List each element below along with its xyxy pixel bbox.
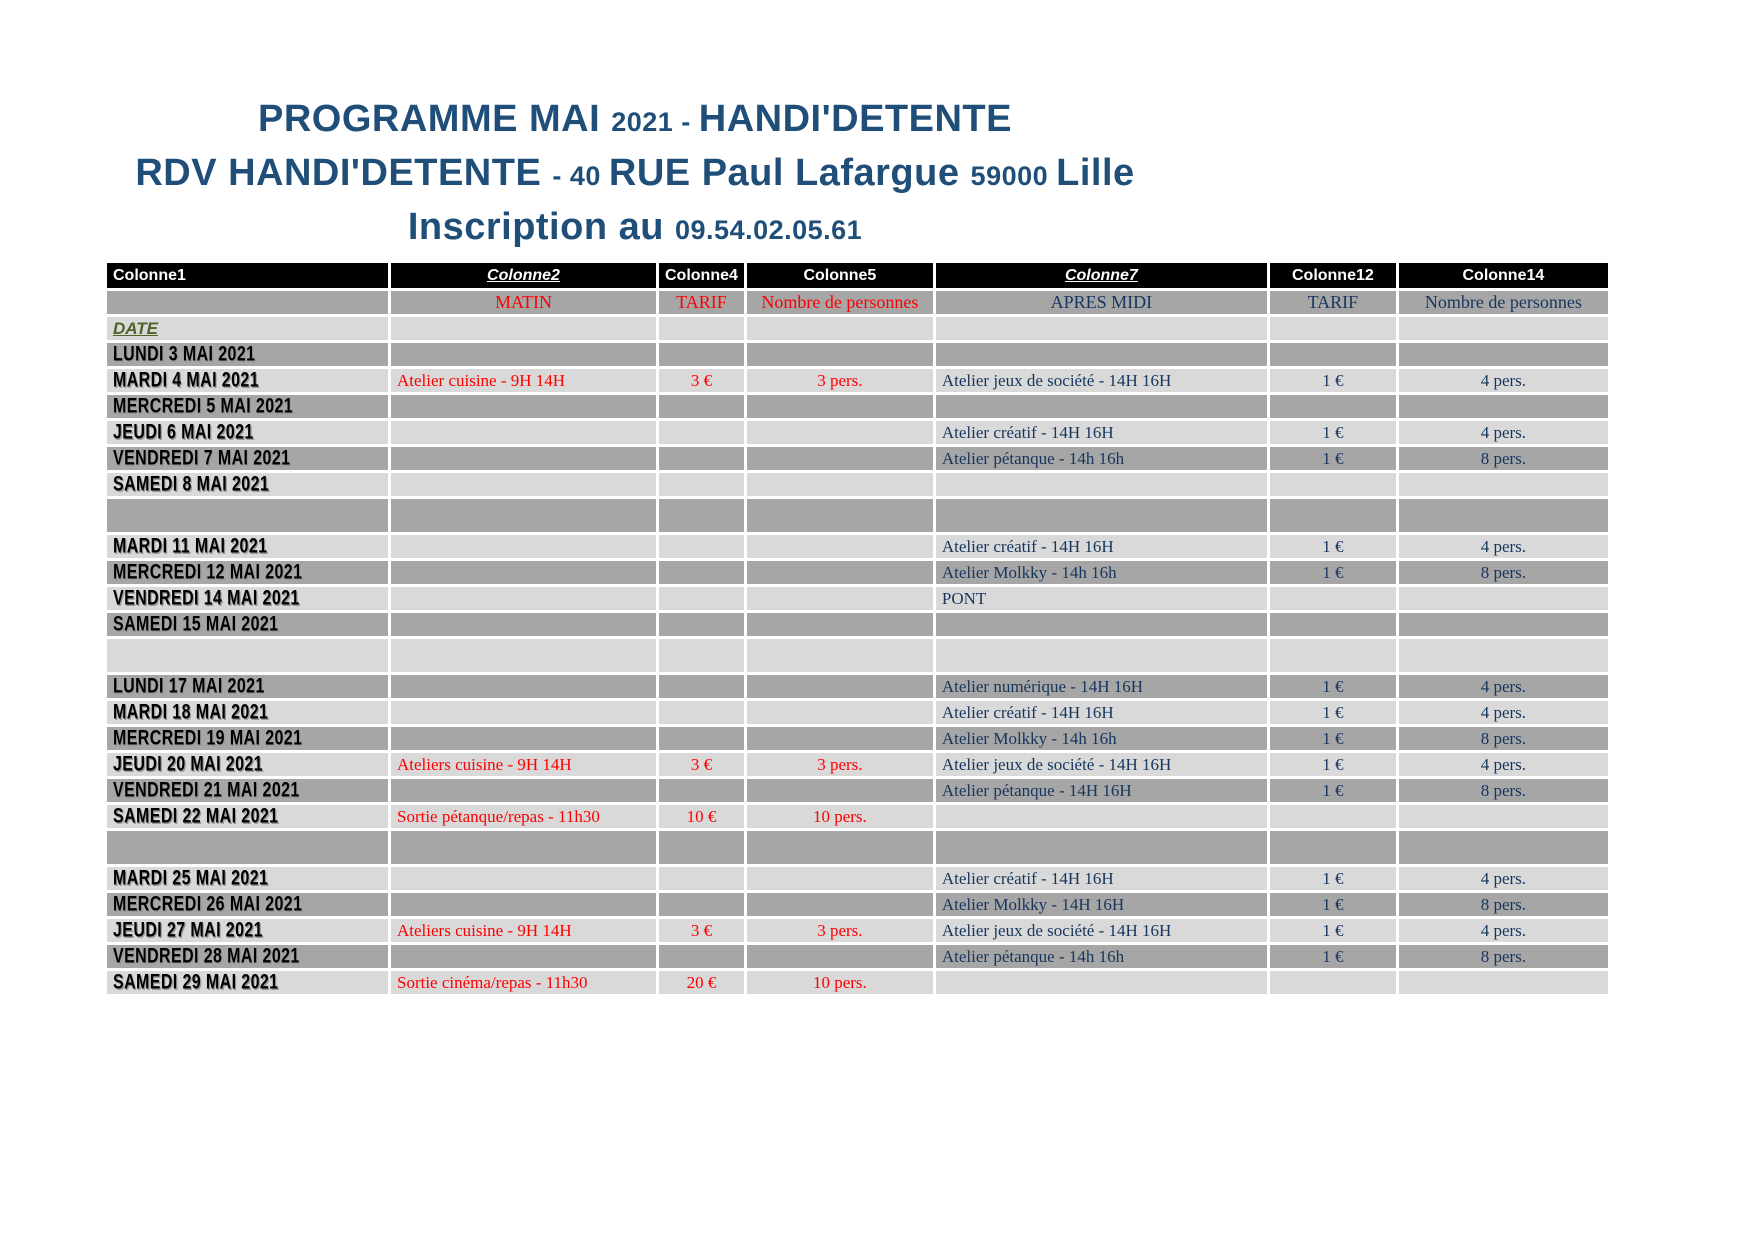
date-value: SAMEDI 15 MAI 2021 xyxy=(113,613,279,636)
cell-tarif_am xyxy=(659,727,744,750)
cell-tarif_pm xyxy=(1270,639,1396,672)
cell-tarif_pm xyxy=(1270,317,1396,340)
cell-date xyxy=(107,919,388,942)
cell-pers_am xyxy=(747,343,933,366)
cell-pers_pm xyxy=(1399,805,1608,828)
cell-pers_pm xyxy=(1399,831,1608,864)
spacer-row xyxy=(107,639,1608,672)
cell-pers_am xyxy=(747,561,933,584)
subheader-row xyxy=(107,291,1608,314)
date-value: JEUDI 20 MAI 2021 xyxy=(113,753,263,776)
cell-pm: Atelier jeux de société - 14H 16H xyxy=(936,753,1267,776)
cell-pers_am xyxy=(747,499,933,532)
cell-matin: Atelier cuisine - 9H 14H xyxy=(391,369,656,392)
table-row xyxy=(107,343,1608,366)
cell-matin xyxy=(391,395,656,418)
cell-pers_pm: 4 pers. xyxy=(1399,675,1608,698)
cell-tarif_am: 10 € xyxy=(659,805,744,828)
column-header-colonne5 xyxy=(747,263,933,288)
table-row xyxy=(107,447,1608,470)
cell-matin: Sortie cinéma/repas - 11h30 xyxy=(391,971,656,994)
cell-pers_am xyxy=(747,395,933,418)
cell-tarif_am xyxy=(659,535,744,558)
cell-pers_am xyxy=(747,535,933,558)
cell-pm: PONT xyxy=(936,587,1267,610)
cell-pm xyxy=(936,473,1267,496)
cell-tarif_pm: 1 € xyxy=(1270,727,1396,750)
column-header-colonne12 xyxy=(1270,263,1396,288)
cell-pm xyxy=(936,317,1267,340)
cell-tarif_am: 3 € xyxy=(659,369,744,392)
cell-pm: Atelier créatif - 14H 16H xyxy=(936,421,1267,444)
cell-date xyxy=(107,613,388,636)
column-header-colonne4 xyxy=(659,263,744,288)
cell-tarif_am xyxy=(659,867,744,890)
cell-matin xyxy=(391,473,656,496)
cell-tarif_pm: 1 € xyxy=(1270,701,1396,724)
cell-tarif_pm: 1 € xyxy=(1270,369,1396,392)
table-row xyxy=(107,535,1608,558)
cell-pers_am xyxy=(747,587,933,610)
cell-matin xyxy=(391,613,656,636)
subheader-apres-midi: APRES MIDI xyxy=(936,291,1267,314)
title-segment: Inscription au xyxy=(407,206,676,248)
title-block xyxy=(95,96,1175,258)
cell-date xyxy=(107,701,388,724)
date-value: SAMEDI 29 MAI 2021 xyxy=(113,971,279,994)
cell-date xyxy=(107,639,388,672)
column-header-label: Colonne2 xyxy=(487,266,560,284)
date-value: MERCREDI 26 MAI 2021 xyxy=(113,893,303,916)
cell-tarif_pm: 1 € xyxy=(1270,535,1396,558)
cell-pm xyxy=(936,639,1267,672)
cell-tarif_am xyxy=(659,945,744,968)
cell-date xyxy=(107,447,388,470)
cell-pers_pm: 4 pers. xyxy=(1399,369,1608,392)
cell-tarif_pm: 1 € xyxy=(1270,779,1396,802)
cell-tarif_pm: 1 € xyxy=(1270,919,1396,942)
cell-date xyxy=(107,499,388,532)
cell-pers_pm xyxy=(1399,473,1608,496)
cell-pm: Atelier pétanque - 14h 16h xyxy=(936,447,1267,470)
table-row xyxy=(107,805,1608,828)
cell-pers_am xyxy=(747,945,933,968)
cell-matin xyxy=(391,317,656,340)
title-segment: 2021 - xyxy=(611,107,699,137)
cell-matin xyxy=(391,561,656,584)
cell-matin xyxy=(391,701,656,724)
cell-pm xyxy=(936,805,1267,828)
cell-tarif_pm: 1 € xyxy=(1270,945,1396,968)
cell-tarif_am xyxy=(659,421,744,444)
subheader-matin: MATIN xyxy=(391,291,656,314)
cell-pm: Atelier numérique - 14H 16H xyxy=(936,675,1267,698)
date-value: LUNDI 3 MAI 2021 xyxy=(113,343,256,366)
table-row xyxy=(107,753,1608,776)
cell-tarif_pm: 1 € xyxy=(1270,561,1396,584)
date-value: MERCREDI 5 MAI 2021 xyxy=(113,395,294,418)
column-header-label: Colonne14 xyxy=(1462,266,1545,284)
cell-date xyxy=(107,945,388,968)
table-row xyxy=(107,317,1608,340)
subheader-tarif-apres-midi: TARIF xyxy=(1270,291,1396,314)
cell-date xyxy=(107,893,388,916)
cell-tarif_am xyxy=(659,343,744,366)
cell-matin xyxy=(391,421,656,444)
cell-tarif_am xyxy=(659,395,744,418)
spacer-row xyxy=(107,831,1608,864)
table-row xyxy=(107,473,1608,496)
subheader-personnes-apres-midi: Nombre de personnes xyxy=(1399,291,1608,314)
cell-pm: Atelier créatif - 14H 16H xyxy=(936,535,1267,558)
cell-tarif_am xyxy=(659,447,744,470)
cell-date xyxy=(107,317,388,340)
table-row xyxy=(107,613,1608,636)
cell-tarif_am xyxy=(659,639,744,672)
date-value: SAMEDI 22 MAI 2021 xyxy=(113,805,279,828)
cell-pers_pm: 8 pers. xyxy=(1399,893,1608,916)
cell-matin xyxy=(391,727,656,750)
column-header-colonne2 xyxy=(391,263,656,288)
cell-pers_pm xyxy=(1399,587,1608,610)
cell-tarif_am xyxy=(659,831,744,864)
subheader-empty-cell xyxy=(107,291,388,314)
cell-matin: Sortie pétanque/repas - 11h30 xyxy=(391,805,656,828)
cell-pers_am xyxy=(747,639,933,672)
cell-pers_am: 10 pers. xyxy=(747,971,933,994)
table-row xyxy=(107,587,1608,610)
cell-pers_am xyxy=(747,613,933,636)
table-row xyxy=(107,779,1608,802)
cell-pm: Atelier créatif - 14H 16H xyxy=(936,701,1267,724)
cell-pers_pm: 8 pers. xyxy=(1399,727,1608,750)
cell-pers_pm: 8 pers. xyxy=(1399,561,1608,584)
cell-tarif_am xyxy=(659,613,744,636)
cell-matin xyxy=(391,945,656,968)
subheader-personnes-matin: Nombre de personnes xyxy=(747,291,933,314)
spacer-row xyxy=(107,499,1608,532)
cell-date xyxy=(107,395,388,418)
cell-pers_am xyxy=(747,317,933,340)
cell-matin xyxy=(391,893,656,916)
column-header-label: Colonne5 xyxy=(803,266,877,284)
table-row xyxy=(107,727,1608,750)
title-segment: - 40 xyxy=(552,161,609,191)
title-line-1 xyxy=(95,96,1175,150)
cell-tarif_am xyxy=(659,317,744,340)
cell-pers_pm: 4 pers. xyxy=(1399,753,1608,776)
cell-date xyxy=(107,535,388,558)
cell-tarif_am xyxy=(659,893,744,916)
table-row xyxy=(107,395,1608,418)
cell-pm xyxy=(936,499,1267,532)
cell-tarif_am xyxy=(659,499,744,532)
cell-matin xyxy=(391,639,656,672)
table-row xyxy=(107,701,1608,724)
table-body xyxy=(107,317,1608,994)
cell-pers_pm: 8 pers. xyxy=(1399,447,1608,470)
cell-date xyxy=(107,805,388,828)
cell-matin xyxy=(391,535,656,558)
cell-tarif_am: 3 € xyxy=(659,753,744,776)
cell-pm: Atelier pétanque - 14h 16h xyxy=(936,945,1267,968)
date-value: JEUDI 6 MAI 2021 xyxy=(113,421,254,444)
cell-matin xyxy=(391,447,656,470)
column-header-colonne7 xyxy=(936,263,1267,288)
cell-pm xyxy=(936,613,1267,636)
cell-pm xyxy=(936,971,1267,994)
cell-pm xyxy=(936,395,1267,418)
cell-tarif_pm xyxy=(1270,831,1396,864)
cell-tarif_pm: 1 € xyxy=(1270,867,1396,890)
cell-matin: Ateliers cuisine - 9H 14H xyxy=(391,919,656,942)
column-header-label: Colonne1 xyxy=(113,266,186,284)
date-value: MARDI 18 MAI 2021 xyxy=(113,701,269,724)
cell-pm xyxy=(936,343,1267,366)
cell-pers_am xyxy=(747,701,933,724)
cell-tarif_pm: 1 € xyxy=(1270,753,1396,776)
cell-matin xyxy=(391,343,656,366)
cell-pm: Atelier pétanque - 14H 16H xyxy=(936,779,1267,802)
cell-pers_am xyxy=(747,675,933,698)
cell-pers_am xyxy=(747,867,933,890)
cell-matin xyxy=(391,499,656,532)
cell-pm: Atelier créatif - 14H 16H xyxy=(936,867,1267,890)
table-row xyxy=(107,421,1608,444)
date-value: VENDREDI 7 MAI 2021 xyxy=(113,447,291,470)
cell-matin xyxy=(391,587,656,610)
date-value: MARDI 4 MAI 2021 xyxy=(113,369,259,392)
cell-pers_pm xyxy=(1399,395,1608,418)
cell-matin xyxy=(391,779,656,802)
cell-pers_am xyxy=(747,893,933,916)
cell-pers_pm: 4 pers. xyxy=(1399,867,1608,890)
cell-tarif_pm: 1 € xyxy=(1270,893,1396,916)
column-header-label: Colonne12 xyxy=(1291,266,1374,284)
cell-tarif_pm xyxy=(1270,343,1396,366)
cell-tarif_am xyxy=(659,561,744,584)
date-value: SAMEDI 8 MAI 2021 xyxy=(113,473,270,496)
cell-matin: Ateliers cuisine - 9H 14H xyxy=(391,753,656,776)
cell-tarif_am xyxy=(659,473,744,496)
cell-tarif_pm: 1 € xyxy=(1270,675,1396,698)
column-header-label: Colonne4 xyxy=(665,266,738,284)
cell-pers_pm xyxy=(1399,499,1608,532)
title-line-2 xyxy=(95,150,1175,204)
cell-pers_pm: 8 pers. xyxy=(1399,779,1608,802)
cell-date xyxy=(107,971,388,994)
cell-pm: Atelier Molkky - 14h 16h xyxy=(936,727,1267,750)
cell-tarif_am: 20 € xyxy=(659,971,744,994)
cell-pm xyxy=(936,831,1267,864)
cell-tarif_pm xyxy=(1270,971,1396,994)
cell-date xyxy=(107,369,388,392)
cell-pers_pm: 8 pers. xyxy=(1399,945,1608,968)
cell-date xyxy=(107,867,388,890)
cell-date xyxy=(107,779,388,802)
table-row xyxy=(107,675,1608,698)
table-row xyxy=(107,867,1608,890)
cell-pers_pm: 4 pers. xyxy=(1399,701,1608,724)
cell-tarif_pm xyxy=(1270,395,1396,418)
cell-tarif_pm xyxy=(1270,473,1396,496)
title-segment: Lille xyxy=(1056,152,1135,194)
cell-tarif_pm xyxy=(1270,805,1396,828)
cell-pers_am: 3 pers. xyxy=(747,369,933,392)
cell-date xyxy=(107,473,388,496)
table-row xyxy=(107,893,1608,916)
cell-pers_pm xyxy=(1399,613,1608,636)
subheader-tarif-matin: TARIF xyxy=(659,291,744,314)
title-segment: PROGRAMME MAI xyxy=(258,98,612,140)
date-value: MARDI 25 MAI 2021 xyxy=(113,867,269,890)
table-row xyxy=(107,945,1608,968)
title-segment: RUE Paul Lafargue xyxy=(608,152,971,194)
cell-pers_am xyxy=(747,447,933,470)
table-row xyxy=(107,919,1608,942)
table-row xyxy=(107,369,1608,392)
cell-pers_pm: 4 pers. xyxy=(1399,919,1608,942)
cell-date xyxy=(107,675,388,698)
cell-pm: Atelier Molkky - 14H 16H xyxy=(936,893,1267,916)
cell-pers_pm: 4 pers. xyxy=(1399,535,1608,558)
cell-pers_pm xyxy=(1399,317,1608,340)
cell-pers_am: 3 pers. xyxy=(747,753,933,776)
date-value: JEUDI 27 MAI 2021 xyxy=(113,919,263,942)
cell-matin xyxy=(391,675,656,698)
cell-pers_pm xyxy=(1399,639,1608,672)
title-segment: RDV HANDI'DETENTE xyxy=(135,152,553,194)
cell-pers_pm: 4 pers. xyxy=(1399,421,1608,444)
table-row xyxy=(107,561,1608,584)
title-segment: HANDI'DETENTE xyxy=(698,98,1012,140)
cell-matin xyxy=(391,831,656,864)
cell-tarif_pm: 1 € xyxy=(1270,421,1396,444)
date-value: VENDREDI 28 MAI 2021 xyxy=(113,945,300,968)
cell-pers_am xyxy=(747,727,933,750)
cell-tarif_am xyxy=(659,701,744,724)
cell-date xyxy=(107,831,388,864)
cell-date xyxy=(107,753,388,776)
date-value: MERCREDI 12 MAI 2021 xyxy=(113,561,303,584)
cell-pers_am: 10 pers. xyxy=(747,805,933,828)
cell-tarif_am: 3 € xyxy=(659,919,744,942)
cell-pm: Atelier jeux de société - 14H 16H xyxy=(936,369,1267,392)
cell-matin xyxy=(391,867,656,890)
cell-pers_am xyxy=(747,473,933,496)
cell-pers_am xyxy=(747,421,933,444)
date-value: LUNDI 17 MAI 2021 xyxy=(113,675,265,698)
cell-pers_am xyxy=(747,779,933,802)
cell-pm: Atelier Molkky - 14h 16h xyxy=(936,561,1267,584)
cell-tarif_pm xyxy=(1270,499,1396,532)
cell-tarif_pm xyxy=(1270,613,1396,636)
cell-pers_pm xyxy=(1399,971,1608,994)
cell-pers_am xyxy=(747,831,933,864)
cell-tarif_pm xyxy=(1270,587,1396,610)
date-value: MERCREDI 19 MAI 2021 xyxy=(113,727,303,750)
cell-tarif_pm: 1 € xyxy=(1270,447,1396,470)
cell-pm: Atelier jeux de société - 14H 16H xyxy=(936,919,1267,942)
cell-pers_am: 3 pers. xyxy=(747,919,933,942)
cell-date xyxy=(107,421,388,444)
cell-date xyxy=(107,727,388,750)
column-header-row xyxy=(107,263,1608,288)
cell-pers_pm xyxy=(1399,343,1608,366)
cell-date xyxy=(107,343,388,366)
programme-table xyxy=(104,260,1611,997)
cell-date xyxy=(107,587,388,610)
column-header-colonne14 xyxy=(1399,263,1608,288)
cell-tarif_am xyxy=(659,587,744,610)
date-value: VENDREDI 14 MAI 2021 xyxy=(113,587,300,610)
title-segment: 59000 xyxy=(970,161,1057,191)
cell-tarif_am xyxy=(659,779,744,802)
title-line-3 xyxy=(95,204,1175,258)
cell-tarif_am xyxy=(659,675,744,698)
cell-date xyxy=(107,561,388,584)
column-header-colonne1 xyxy=(107,263,388,288)
column-header-label: Colonne7 xyxy=(1064,266,1138,284)
date-value: VENDREDI 21 MAI 2021 xyxy=(113,779,300,802)
date-value: MARDI 11 MAI 2021 xyxy=(113,535,268,558)
table-row xyxy=(107,971,1608,994)
title-segment: 09.54.02.05.61 xyxy=(675,215,863,245)
date-column-label: DATE xyxy=(113,318,159,338)
